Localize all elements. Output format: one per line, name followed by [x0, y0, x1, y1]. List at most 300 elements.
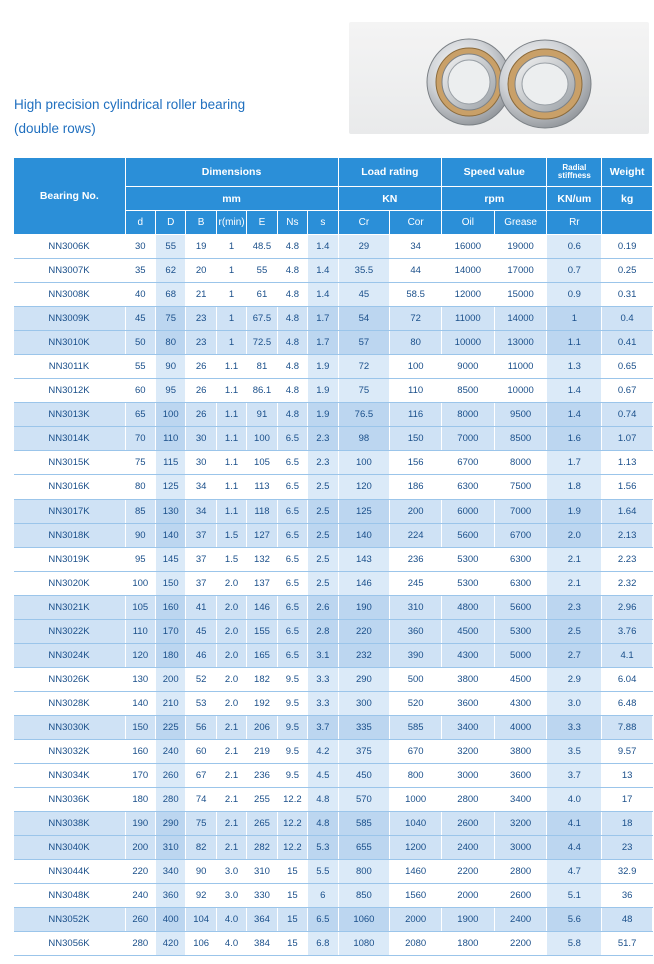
- table-cell: 11000: [494, 355, 547, 379]
- table-cell: 265: [247, 812, 277, 836]
- table-cell: 46: [186, 643, 216, 667]
- table-cell: 2.23: [602, 547, 653, 571]
- table-cell: 255: [247, 788, 277, 812]
- table-cell: 57: [338, 331, 390, 355]
- table-cell: 3.1: [308, 643, 338, 667]
- table-cell: 1.6: [547, 427, 602, 451]
- table-cell: 3400: [494, 788, 547, 812]
- table-cell: 68: [155, 283, 185, 307]
- table-cell: 850: [338, 884, 390, 908]
- table-cell: 2200: [494, 932, 547, 956]
- table-cell: 1800: [442, 932, 495, 956]
- table-cell: 800: [390, 764, 442, 788]
- table-cell: 104: [186, 908, 216, 932]
- table-cell: 2.0: [216, 691, 246, 715]
- table-cell: 51.7: [602, 932, 653, 956]
- table-row: [14, 259, 653, 283]
- bearing-number-cell: NN3052K: [14, 908, 126, 932]
- table-cell: 11000: [442, 307, 495, 331]
- table-cell: 8500: [442, 379, 495, 403]
- table-cell: 170: [125, 764, 155, 788]
- table-cell: 7000: [442, 427, 495, 451]
- table-cell: 1.4: [547, 379, 602, 403]
- table-cell: 280: [155, 788, 185, 812]
- table-cell: 340: [155, 860, 185, 884]
- table-cell: 45: [125, 307, 155, 331]
- bearing-number-cell: NN3019K: [14, 547, 126, 571]
- table-cell: 4300: [442, 643, 495, 667]
- table-cell: 290: [338, 667, 390, 691]
- bearing-number-cell: NN3032K: [14, 739, 126, 763]
- table-cell: 5300: [494, 619, 547, 643]
- table-cell: 1.13: [602, 451, 653, 475]
- table-cell: 2.9: [547, 667, 602, 691]
- table-cell: 2.3: [308, 451, 338, 475]
- table-cell: 12000: [442, 283, 495, 307]
- table-cell: 335: [338, 715, 390, 739]
- table-cell: 585: [390, 715, 442, 739]
- table-cell: 1.1: [216, 379, 246, 403]
- table-cell: 3.7: [547, 764, 602, 788]
- table-cell: 95: [125, 547, 155, 571]
- table-cell: 3000: [442, 764, 495, 788]
- table-cell: 310: [155, 836, 185, 860]
- table-cell: 55: [125, 355, 155, 379]
- header-speed-unit: rpm: [442, 187, 547, 211]
- table-cell: 62: [155, 259, 185, 283]
- table-cell: 95: [155, 379, 185, 403]
- table-cell: 12.2: [277, 788, 307, 812]
- table-cell: 53: [186, 691, 216, 715]
- table-cell: 6.5: [277, 571, 307, 595]
- table-cell: 1000: [390, 788, 442, 812]
- table-cell: 2.1: [216, 836, 246, 860]
- table-cell: 1.4: [308, 283, 338, 307]
- bearing-number-cell: NN3028K: [14, 691, 126, 715]
- table-cell: 80: [155, 331, 185, 355]
- table-cell: 30: [125, 235, 155, 259]
- table-cell: 3.5: [547, 739, 602, 763]
- table-cell: 23: [602, 836, 653, 860]
- header-load-rating: Load rating: [338, 158, 441, 187]
- table-cell: 1.7: [547, 451, 602, 475]
- table-row: [14, 379, 653, 403]
- bearing-number-cell: NN3034K: [14, 764, 126, 788]
- table-cell: 10000: [442, 331, 495, 355]
- bearing-number-cell: NN3024K: [14, 643, 126, 667]
- table-cell: 91: [247, 403, 277, 427]
- table-cell: 670: [390, 739, 442, 763]
- table-cell: 54: [338, 307, 390, 331]
- table-cell: 0.6: [547, 235, 602, 259]
- col-Cr: Cr: [338, 211, 390, 235]
- table-cell: 0.67: [602, 379, 653, 403]
- table-row: [14, 451, 653, 475]
- table-cell: 4.8: [277, 379, 307, 403]
- table-cell: 1.1: [216, 499, 246, 523]
- table-cell: 2000: [442, 884, 495, 908]
- table-cell: 2800: [494, 860, 547, 884]
- table-cell: 1080: [338, 932, 390, 956]
- table-cell: 200: [390, 499, 442, 523]
- table-cell: 75: [155, 307, 185, 331]
- bearing-spec-table: [13, 157, 653, 956]
- table-cell: 60: [186, 739, 216, 763]
- table-cell: 6.48: [602, 691, 653, 715]
- table-cell: 260: [155, 764, 185, 788]
- table-cell: 6300: [442, 475, 495, 499]
- table-cell: 55: [155, 235, 185, 259]
- table-cell: 3.0: [216, 884, 246, 908]
- table-cell: 32.9: [602, 860, 653, 884]
- header-speed-value: Speed value: [442, 158, 547, 187]
- table-cell: 180: [155, 643, 185, 667]
- table-cell: 120: [338, 475, 390, 499]
- table-cell: 2.5: [308, 499, 338, 523]
- table-cell: 16000: [442, 235, 495, 259]
- table-cell: 206: [247, 715, 277, 739]
- table-cell: 150: [390, 427, 442, 451]
- table-cell: 3.7: [308, 715, 338, 739]
- table-cell: 5.6: [547, 908, 602, 932]
- table-cell: 0.25: [602, 259, 653, 283]
- table-cell: 115: [155, 451, 185, 475]
- table-cell: 290: [155, 812, 185, 836]
- table-cell: 35: [125, 259, 155, 283]
- table-cell: 26: [186, 379, 216, 403]
- table-cell: 12.2: [277, 836, 307, 860]
- table-cell: 19: [186, 235, 216, 259]
- table-cell: 570: [338, 788, 390, 812]
- table-cell: 1.1: [216, 427, 246, 451]
- table-cell: 1.8: [547, 475, 602, 499]
- col-E: E: [247, 211, 277, 235]
- table-cell: 61: [247, 283, 277, 307]
- table-cell: 232: [338, 643, 390, 667]
- table-cell: 140: [155, 523, 185, 547]
- table-cell: 160: [155, 595, 185, 619]
- table-cell: 1.5: [216, 523, 246, 547]
- table-cell: 1.1: [216, 451, 246, 475]
- table-cell: 37: [186, 547, 216, 571]
- table-cell: 5600: [442, 523, 495, 547]
- table-cell: 120: [125, 643, 155, 667]
- table-cell: 21: [186, 283, 216, 307]
- bearing-number-cell: NN3044K: [14, 860, 126, 884]
- table-cell: 6.5: [277, 643, 307, 667]
- table-cell: 310: [390, 595, 442, 619]
- table-cell: 280: [125, 932, 155, 956]
- table-cell: 6.5: [308, 908, 338, 932]
- table-row: [14, 788, 653, 812]
- table-cell: 98: [338, 427, 390, 451]
- table-cell: 1.4: [308, 235, 338, 259]
- table-cell: 48.5: [247, 235, 277, 259]
- table-cell: 200: [125, 836, 155, 860]
- table-cell: 58.5: [390, 283, 442, 307]
- table-cell: 219: [247, 739, 277, 763]
- table-cell: 1460: [390, 860, 442, 884]
- table-cell: 26: [186, 403, 216, 427]
- bearing-number-cell: NN3017K: [14, 499, 126, 523]
- table-cell: 90: [186, 860, 216, 884]
- col-D: D: [155, 211, 185, 235]
- table-cell: 2.1: [547, 571, 602, 595]
- table-cell: 1.4: [308, 259, 338, 283]
- table-row: [14, 691, 653, 715]
- table-cell: 0.65: [602, 355, 653, 379]
- table-cell: 6.5: [277, 427, 307, 451]
- table-cell: 2080: [390, 932, 442, 956]
- bearing-number-cell: NN3016K: [14, 475, 126, 499]
- table-cell: 375: [338, 739, 390, 763]
- table-cell: 300: [338, 691, 390, 715]
- table-cell: 150: [125, 715, 155, 739]
- table-cell: 1: [216, 307, 246, 331]
- col-oil: Oil: [442, 211, 495, 235]
- table-cell: 23: [186, 331, 216, 355]
- table-cell: 4500: [494, 667, 547, 691]
- table-cell: 17: [602, 788, 653, 812]
- table-cell: 106: [186, 932, 216, 956]
- table-cell: 4.8: [277, 307, 307, 331]
- table-cell: 9.5: [277, 667, 307, 691]
- table-row: [14, 523, 653, 547]
- table-cell: 160: [125, 739, 155, 763]
- table-cell: 67: [186, 764, 216, 788]
- table-cell: 5600: [494, 595, 547, 619]
- table-cell: 360: [155, 884, 185, 908]
- table-row: [14, 908, 653, 932]
- table-cell: 140: [338, 523, 390, 547]
- table-cell: 3800: [494, 739, 547, 763]
- table-cell: 2.5: [547, 619, 602, 643]
- table-cell: 236: [247, 764, 277, 788]
- table-cell: 7.88: [602, 715, 653, 739]
- table-cell: 105: [125, 595, 155, 619]
- table-cell: 143: [338, 547, 390, 571]
- table-cell: 6700: [442, 451, 495, 475]
- table-cell: 15: [277, 860, 307, 884]
- table-cell: 2.8: [308, 619, 338, 643]
- table-cell: 1.07: [602, 427, 653, 451]
- bearing-number-cell: NN3048K: [14, 884, 126, 908]
- table-row: [14, 355, 653, 379]
- table-cell: 4.8: [308, 812, 338, 836]
- table-cell: 2.3: [547, 595, 602, 619]
- table-cell: 2600: [442, 812, 495, 836]
- table-cell: 2.0: [216, 571, 246, 595]
- table-row: [14, 475, 653, 499]
- table-cell: 0.74: [602, 403, 653, 427]
- table-row: [14, 884, 653, 908]
- table-row: [14, 836, 653, 860]
- table-cell: 10000: [494, 379, 547, 403]
- table-cell: 67.5: [247, 307, 277, 331]
- table-cell: 2.3: [308, 427, 338, 451]
- col-s: s: [308, 211, 338, 235]
- bearing-number-cell: NN3013K: [14, 403, 126, 427]
- table-row: [14, 403, 653, 427]
- table-cell: 4.8: [277, 235, 307, 259]
- table-cell: 2800: [442, 788, 495, 812]
- table-cell: 5000: [494, 643, 547, 667]
- table-cell: 1560: [390, 884, 442, 908]
- table-cell: 3.3: [308, 691, 338, 715]
- table-cell: 2.5: [308, 571, 338, 595]
- table-cell: 155: [247, 619, 277, 643]
- table-cell: 145: [155, 547, 185, 571]
- table-cell: 330: [247, 884, 277, 908]
- table-cell: 4.8: [277, 331, 307, 355]
- bearing-number-cell: NN3056K: [14, 932, 126, 956]
- table-cell: 15: [277, 884, 307, 908]
- table-cell: 34: [390, 235, 442, 259]
- table-cell: 75: [186, 812, 216, 836]
- table-cell: 1.9: [308, 403, 338, 427]
- table-cell: 6.5: [277, 619, 307, 643]
- table-cell: 310: [247, 860, 277, 884]
- table-cell: 3800: [442, 667, 495, 691]
- table-cell: 76.5: [338, 403, 390, 427]
- col-d: d: [125, 211, 155, 235]
- bearing-number-cell: NN3022K: [14, 619, 126, 643]
- col-B: B: [186, 211, 216, 235]
- table-cell: 3400: [442, 715, 495, 739]
- table-cell: 146: [338, 571, 390, 595]
- table-row: [14, 571, 653, 595]
- table-cell: 36: [602, 884, 653, 908]
- table-row: [14, 235, 653, 259]
- table-row: [14, 331, 653, 355]
- table-cell: 1.1: [216, 475, 246, 499]
- table-cell: 150: [155, 571, 185, 595]
- table-row: [14, 812, 653, 836]
- bearing-number-cell: NN3030K: [14, 715, 126, 739]
- table-cell: 420: [155, 932, 185, 956]
- table-cell: 56: [186, 715, 216, 739]
- table-cell: 240: [125, 884, 155, 908]
- col-Cor: Cor: [390, 211, 442, 235]
- table-cell: 130: [155, 499, 185, 523]
- table-cell: 72: [390, 307, 442, 331]
- header-dimensions-unit: mm: [125, 187, 338, 211]
- table-cell: 100: [338, 451, 390, 475]
- header-radial-stiffness: [547, 158, 602, 187]
- table-cell: 7000: [494, 499, 547, 523]
- table-cell: 90: [125, 523, 155, 547]
- table-cell: 2.0: [216, 595, 246, 619]
- header-weight: Weight: [602, 158, 653, 187]
- table-cell: 8000: [494, 451, 547, 475]
- table-row: [14, 643, 653, 667]
- table-cell: 9.57: [602, 739, 653, 763]
- table-cell: 2.1: [216, 764, 246, 788]
- table-cell: 13000: [494, 331, 547, 355]
- table-cell: 4.8: [277, 259, 307, 283]
- table-cell: 364: [247, 908, 277, 932]
- table-cell: 1.1: [547, 331, 602, 355]
- table-cell: 220: [338, 619, 390, 643]
- table-cell: 450: [338, 764, 390, 788]
- table-cell: 1.5: [216, 547, 246, 571]
- table-cell: 4.1: [547, 812, 602, 836]
- table-cell: 85: [125, 499, 155, 523]
- table-cell: 100: [390, 355, 442, 379]
- table-cell: 75: [338, 379, 390, 403]
- table-cell: 2.0: [216, 619, 246, 643]
- table-cell: 110: [155, 427, 185, 451]
- table-cell: 282: [247, 836, 277, 860]
- table-body: [14, 235, 653, 956]
- table-cell: 92: [186, 884, 216, 908]
- table-cell: 2.1: [216, 739, 246, 763]
- table-cell: 100: [155, 403, 185, 427]
- table-cell: 116: [390, 403, 442, 427]
- table-cell: 90: [155, 355, 185, 379]
- table-cell: 2.0: [216, 667, 246, 691]
- table-cell: 86.1: [247, 379, 277, 403]
- table-cell: 137: [247, 571, 277, 595]
- table-cell: 500: [390, 667, 442, 691]
- table-cell: 2400: [442, 836, 495, 860]
- table-cell: 105: [247, 451, 277, 475]
- table-row: [14, 860, 653, 884]
- table-cell: 4.7: [547, 860, 602, 884]
- table-row: [14, 932, 653, 956]
- bearing-number-cell: NN3018K: [14, 523, 126, 547]
- table-cell: 4.0: [216, 932, 246, 956]
- table-cell: 6.8: [308, 932, 338, 956]
- bearing-number-cell: NN3007K: [14, 259, 126, 283]
- radial-stiffness-label: Radial stiffness: [557, 163, 591, 180]
- table-cell: 200: [155, 667, 185, 691]
- table-cell: 20: [186, 259, 216, 283]
- table-cell: 4.1: [602, 643, 653, 667]
- table-cell: 17000: [494, 259, 547, 283]
- table-cell: 72.5: [247, 331, 277, 355]
- table-row: [14, 619, 653, 643]
- col-Ns: Ns: [277, 211, 307, 235]
- table-cell: 3600: [494, 764, 547, 788]
- table-cell: 19000: [494, 235, 547, 259]
- table-cell: 192: [247, 691, 277, 715]
- table-cell: 41: [186, 595, 216, 619]
- table-cell: 2.1: [216, 788, 246, 812]
- table-cell: 5300: [442, 547, 495, 571]
- header-dimensions: Dimensions: [125, 158, 338, 187]
- table-cell: 2.5: [308, 523, 338, 547]
- table-cell: 4500: [442, 619, 495, 643]
- table-cell: 1.1: [216, 403, 246, 427]
- bearing-number-cell: NN3021K: [14, 595, 126, 619]
- table-cell: 210: [155, 691, 185, 715]
- table-cell: 113: [247, 475, 277, 499]
- table-cell: 18: [602, 812, 653, 836]
- table-cell: 5300: [442, 571, 495, 595]
- bearing-number-cell: NN3009K: [14, 307, 126, 331]
- table-cell: 3200: [442, 739, 495, 763]
- table-cell: 6.5: [277, 451, 307, 475]
- table-cell: 3.3: [547, 715, 602, 739]
- table-cell: 3.76: [602, 619, 653, 643]
- title-line-2: (double rows): [14, 121, 96, 136]
- bearing-number-cell: NN3038K: [14, 812, 126, 836]
- table-row: [14, 739, 653, 763]
- table-cell: 55: [247, 259, 277, 283]
- table-cell: 9.5: [277, 691, 307, 715]
- table-cell: 245: [390, 571, 442, 595]
